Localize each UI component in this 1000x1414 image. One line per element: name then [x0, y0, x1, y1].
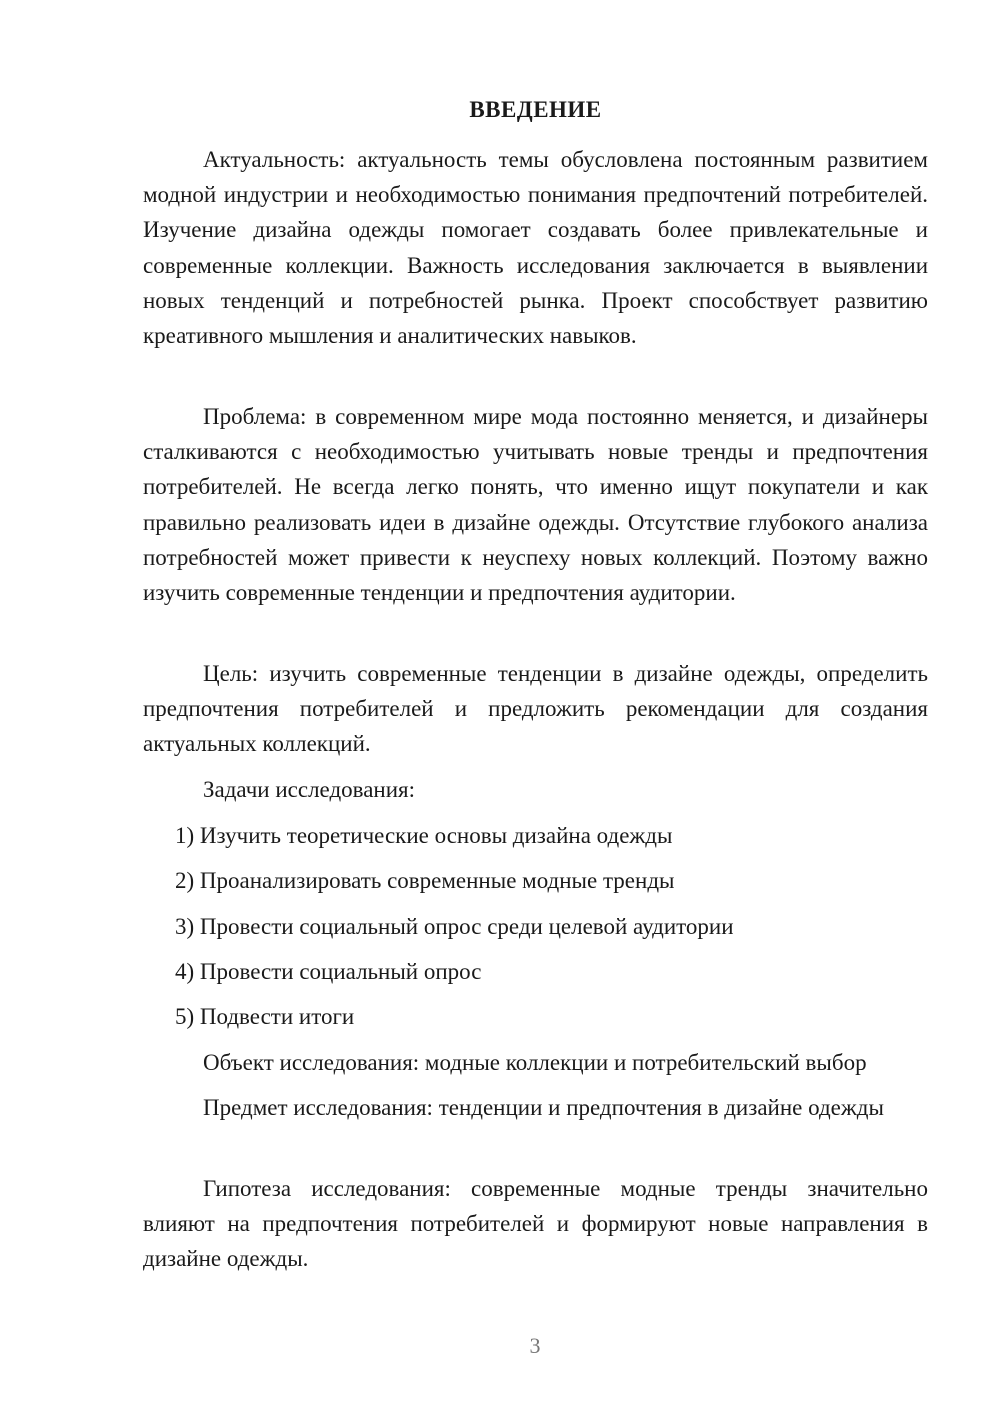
- hypothesis-paragraph: Гипотеза исследования: современные модные тренды значительно влияют на предпочтения потребителей и формируют новые направления в дизайне одежды.: [143, 1176, 928, 1272]
- tasks-list: [175, 822, 734, 1048]
- goal-paragraph: Цель: изучить современные тенденции в дизайне одежды, определить предпочтения потребителей и предложить рекомендации для создания актуальных коллекций.: [143, 661, 928, 757]
- tasks-label: Задачи исследования:: [203, 777, 416, 802]
- task-item: 4) Провести социальный опрос: [175, 958, 482, 984]
- task-item: 1) Изучить теоретические основы дизайна одежды: [175, 823, 673, 848]
- task-item: 2) Проанализировать современные модные тренды: [175, 868, 675, 894]
- page-title: ВВЕДЕНИЕ: [469, 97, 602, 122]
- task-item: 3) Провести социальный опрос среди целевой аудитории: [175, 913, 734, 939]
- task-item: 5) Подвести итоги: [175, 1004, 355, 1030]
- problem-paragraph: Проблема: в современном мире мода постоянно меняется, и дизайнеры сталкиваются с необходимостью учитывать новые тренды и предпочтения потребителей. Не всегда легко понять, что именно ищут покупатели и как правильно реализовать идеи в дизайне одежды. Отсутствие глубокого анализа потребностей может привести к неуспеху новых коллекций. Поэтому важно изучить современные тенденции и предпочтения аудитории.: [143, 404, 928, 606]
- page-number: 3: [529, 1333, 541, 1358]
- subject-paragraph: Предмет исследования: тенденции и предпочтения в дизайне одежды: [203, 1095, 884, 1120]
- relevance-paragraph: Актуальность: актуальность темы обусловлена постоянным развитием модной индустрии и необходимостью понимания предпочтений потребителей. Изучение дизайна одежды помогает создавать более привлекательные и современные коллекции. Важность исследования заключается в выявлении новых тенденций и потребностей рынка. Проект способствует развитию креативного мышления и аналитических навыков.: [143, 147, 928, 349]
- object-paragraph: Объект исследования: модные коллекции и потребительский выбор: [203, 1050, 867, 1075]
